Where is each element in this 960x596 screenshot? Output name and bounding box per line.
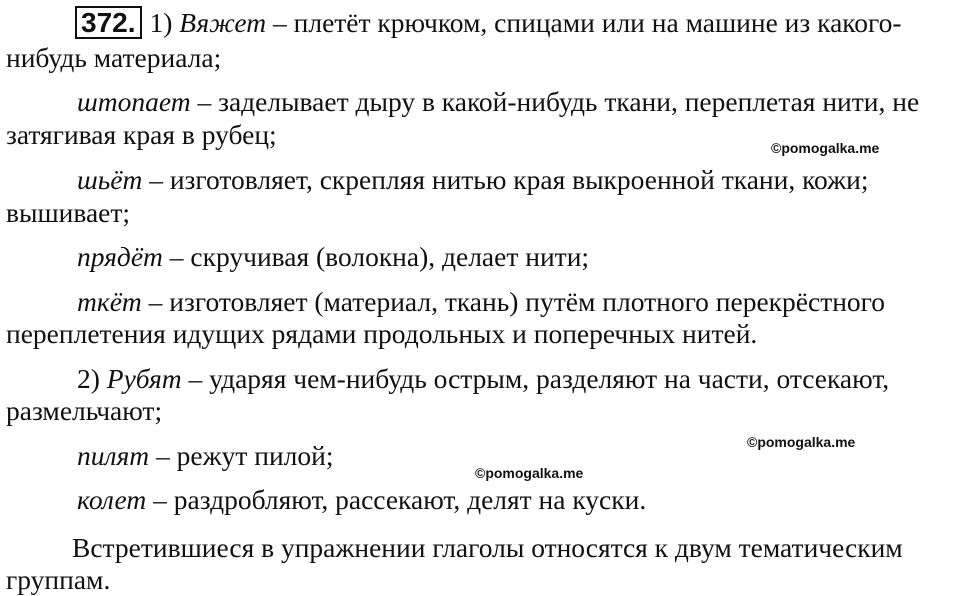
entry-continuation: размельчают; (6, 395, 163, 426)
entry-continuation: переплетения идущих рядами продольных и поперечных нитей. (6, 318, 758, 349)
exercise-number: 372. (75, 6, 142, 39)
definition: – изготовляет, скрепляя нитью края выкроенной ткани, кожи; (142, 164, 869, 195)
entry-line (77, 440, 334, 472)
watermark: ©pomogalka.me (771, 140, 880, 156)
term: ткёт (77, 286, 142, 317)
definition: – плетёт крючком, спицами или на машине из какого- (266, 7, 902, 38)
part-marker: 2) (77, 363, 100, 394)
definition: – заделывает дыру в какой-нибудь ткани, переплетая нити, не (190, 86, 920, 117)
entry-continuation: вышивает; (6, 197, 131, 228)
definition: – изготовляет (материал, ткань) путём плотного перекрёстного (141, 286, 886, 317)
term: пилят (77, 440, 150, 471)
term: шьёт (77, 164, 143, 195)
term: Рубят (106, 363, 182, 394)
entry-line (77, 286, 885, 318)
entry-line (77, 164, 868, 196)
watermark: ©pomogalka.me (475, 465, 584, 481)
entry-line (75, 6, 902, 39)
definition: – скручивая (волокна), делает нити; (162, 241, 590, 272)
part-marker: 1) (149, 7, 173, 38)
watermark: ©pomogalka.me (747, 434, 856, 450)
definition: – раздробляют, рассекают, делят на куски. (146, 484, 647, 515)
entry-line (77, 363, 889, 395)
conclusion-line: группам. (6, 564, 111, 595)
entry-continuation: нибудь материала; (6, 42, 222, 73)
entry-continuation: затягивая края в рубец; (6, 119, 277, 150)
definition: – режут пилой; (149, 440, 334, 471)
term: Вяжет (179, 7, 267, 38)
conclusion-line: Встретившиеся в упражнении глаголы относятся к двум тематическим (72, 532, 903, 563)
term: прядёт (77, 241, 163, 272)
term: штопает (77, 86, 191, 117)
term: колет (77, 484, 147, 515)
entry-line (77, 86, 919, 118)
entry-line (77, 484, 646, 516)
definition: – ударяя чем-нибудь острым, разделяют на части, отсекают, (181, 363, 890, 394)
entry-line (77, 241, 589, 273)
